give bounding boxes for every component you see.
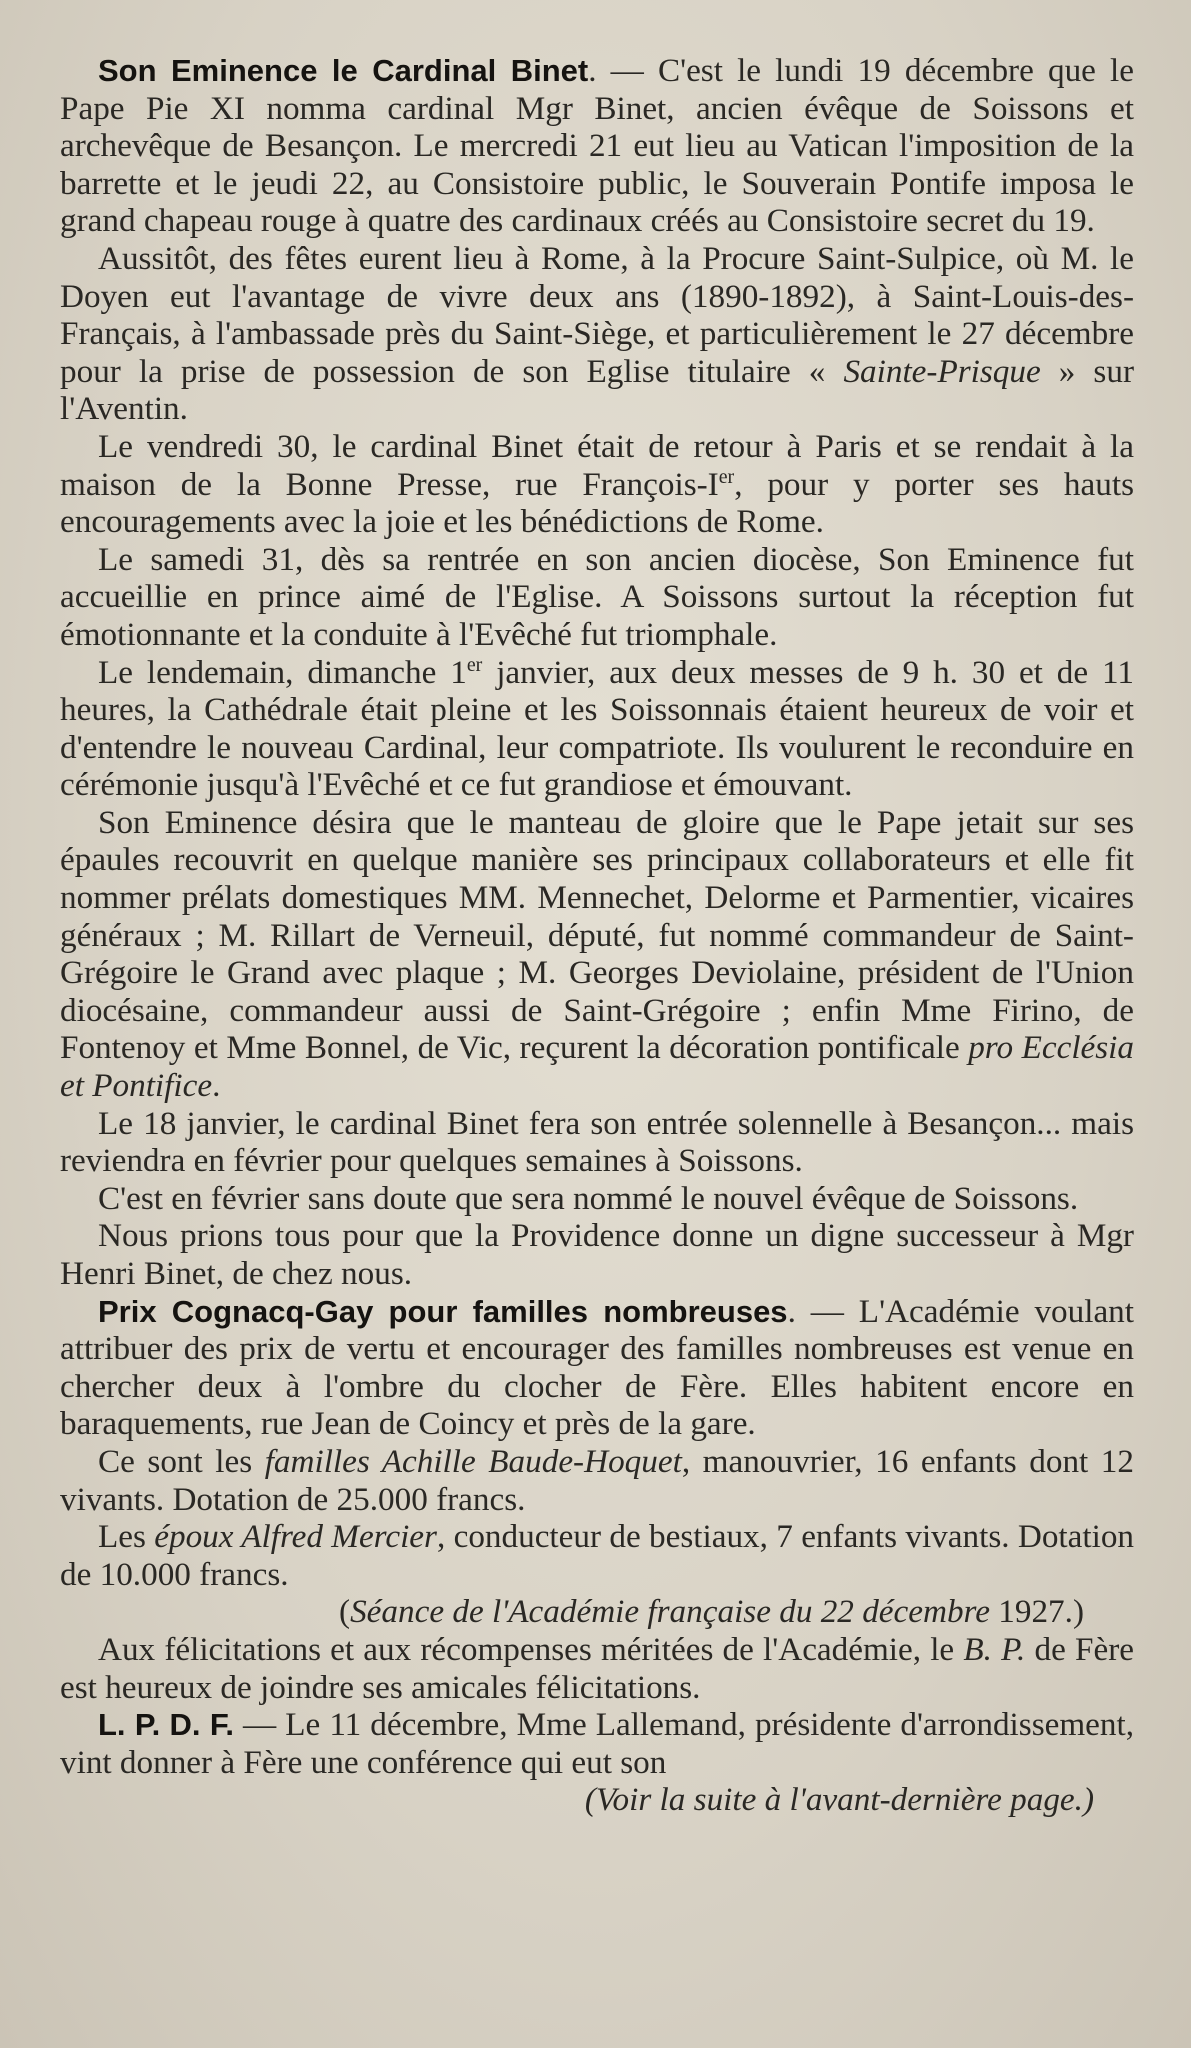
paragraph-nominations: Son Eminence désira que le manteau de gloire que le Pape jetait sur ses épaules recouvrit en quelque manière ses principaux collaborateurs et elle fit nommer prélats domestiques MM. Mennechet, Delorme et Parmentier, vicaires généraux ; M. Rillart de Verneuil, député, fut nommé commandeur de Saint-Grégoire le Grand avec plaque ; M. Georges Deviolaine, président de l'Union diocésaine, commandeur aussi de Saint-Grégoire ; enfin Mme Firino, de Fontenoy et Mme Bonnel, de Vic, reçurent la décoration pontificale pro Ecclésia et Pontifice. (60, 803, 1134, 1105)
paragraph-baude-hoquet: Ce sont les familles Achille Baude-Hoquet, manouvrier, 16 enfants dont 12 vivants. Dotation de 25.000 francs. (60, 1442, 1134, 1518)
article-lpdf-paragraph: L. P. D. F. — Le 11 décembre, Mme Lallemand, présidente d'arrondissement, vint donner à Fère une conférence qui eut son (60, 1706, 1134, 1781)
source-citation: (Séance de l'Académie française du 22 décembre 1927.) (339, 1593, 1084, 1631)
paragraph-cathedrale: Le lendemain, dimanche 1er janvier, aux deux messes de 9 h. 30 et de 11 heures, la Cathédrale était pleine et les Soissonnais étaient heureux de voir et d'entendre le nouveau Cardinal, leur compatriote. Ils voulurent le reconduire en cérémonie jusqu'à l'Evêché et ce fut grandiose et émouvant. (60, 653, 1134, 804)
text-column (60, 52, 1134, 1819)
article-cardinal-binet-paragraph: Son Eminence le Cardinal Binet. — C'est le lundi 19 décembre que le Pape Pie XI nomma cardinal Mgr Binet, ancien évêque de Soissons et archevêque de Besançon. Le mercredi 21 eut lieu au Vatican l'imposition de la barrette et le jeudi 22, au Consistoire public, le Souverain Pontife imposa le grand chapeau rouge à quatre des cardinaux créés au Consistoire secret du 19. (60, 52, 1134, 240)
paragraph-retour-paris: Le vendredi 30, le cardinal Binet était de retour à Paris et se rendait à la maison de la Bonne Presse, rue François-Ier, pour y porter ses hauts encouragements avec la joie et les bénédictions de Rome. (60, 427, 1134, 541)
paragraph-nouvel-eveque: C'est en février sans doute que sera nommé le nouvel évêque de Soissons. (98, 1179, 1079, 1217)
article-prix-cognacq-paragraph: Prix Cognacq-Gay pour familles nombreuses. — L'Académie voulant attribuer des prix de vertu et encourager des familles nombreuses est venue en chercher deux à l'ombre du clocher de Fère. Elles habitent encore en baraquements, rue Jean de Coincy et près de la gare. (60, 1292, 1134, 1443)
paragraph-felicitations: Aux félicitations et aux récompenses méritées de l'Académie, le B. P. de Fère est heureux de joindre ses amicales félicitations. (60, 1630, 1134, 1706)
heading-prix-cognacq-gay: Prix Cognacq-Gay pour familles nombreuses (98, 1293, 788, 1329)
paragraph-soissons-reception: Le samedi 31, dès sa rentrée en son ancien diocèse, Son Eminence fut accueillie en prince aimé de l'Eglise. A Soissons surtout la réception fut émotionnante et la conduite à l'Evêché fut triomphale. (60, 540, 1134, 653)
paragraph-besancon: Le 18 janvier, le cardinal Binet fera son entrée solennelle à Besançon... mais reviendra en février pour quelques semaines à Soissons. (60, 1104, 1134, 1180)
paragraph-fetes-rome: Aussitôt, des fêtes eurent lieu à Rome, à la Procure Saint-Sulpice, où M. le Doyen eut l'avantage de vivre deux ans (1890-1892), à Saint-Louis-des-Français, à l'ambassade près du Saint-Siège, et particulièrement le 27 décembre pour la prise de possession de son Eglise titulaire « Sainte-Prisque » sur l'Aventin. (60, 239, 1134, 428)
heading-lpdf: L. P. D. F. (98, 1707, 235, 1743)
heading-cardinal-binet: Son Eminence le Cardinal Binet (98, 53, 589, 88)
paragraph-mercier: Les époux Alfred Mercier, conducteur de bestiaux, 7 enfants vivants. Dotation de 10.000 francs. (60, 1518, 1135, 1593)
paragraph-prions: Nous prions tous pour que la Providence donne un digne successeur à Mgr Henri Binet, de chez nous. (60, 1217, 1134, 1292)
continued-note: (Voir la suite à l'avant-dernière page.) (584, 1781, 1094, 1819)
